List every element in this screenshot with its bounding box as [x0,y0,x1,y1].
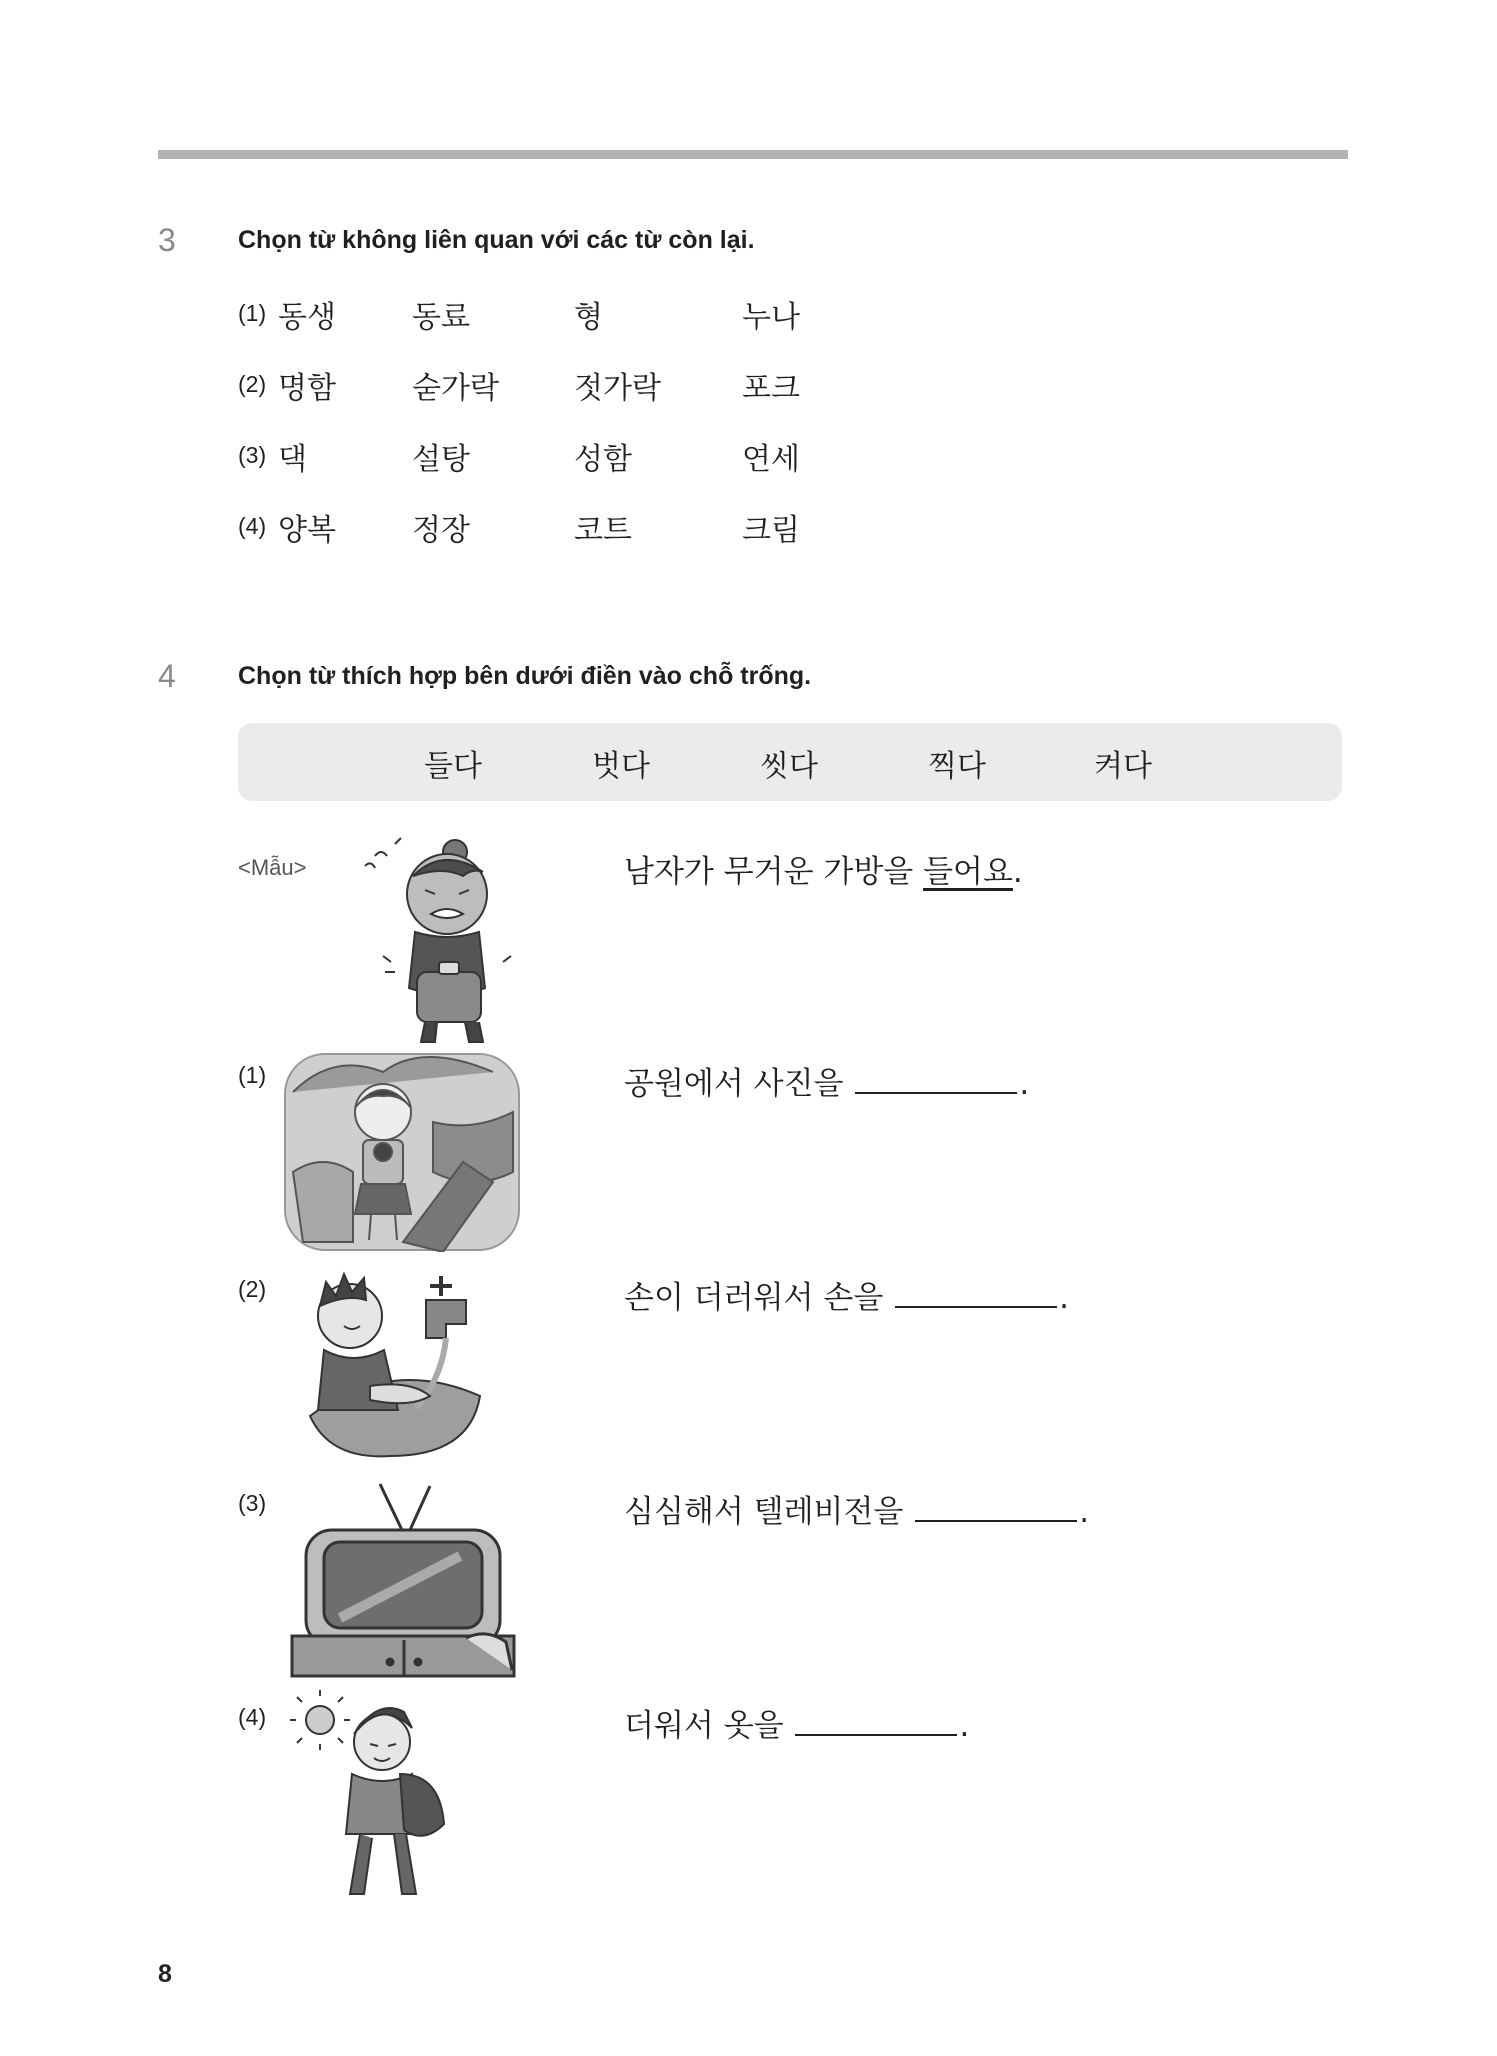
example-answer: 들어요 [923,854,1013,890]
q3-word: 정장 [412,513,470,548]
q3-word: 연세 [742,442,800,477]
question-4-number: 4 [158,658,176,694]
q3-row-1 [238,292,938,342]
girl-taking-photo-illustration [283,1052,521,1252]
item-2-sentence [624,1272,1069,1317]
question-3-title: Chọn từ không liên quan với các từ còn lại. [238,226,755,254]
item-1-number: (1) [238,1062,267,1088]
item-3-number: (3) [238,1490,267,1516]
q3-row-2 [238,363,938,413]
item-3-period: . [1079,1494,1090,1530]
item-4-sentence [624,1700,969,1745]
item-4-text: 더워서 옷을 [624,1708,794,1744]
top-rule [158,150,1348,159]
item-1-sentence [624,1058,1029,1103]
q3-row-number: (2) [238,371,267,397]
q3-word: 크림 [742,513,800,548]
q3-word: 숟가락 [412,371,499,406]
item-2-text: 손이 더러워서 손을 [624,1280,894,1316]
q3-word: 형 [574,300,603,335]
word-bank-item: 벗다 [592,749,650,784]
q3-row-3 [238,434,938,484]
question-4-title: Chọn từ thích hợp bên dưới điền vào chỗ trống. [238,662,812,690]
q3-word: 젓가락 [574,371,661,406]
item-4-number: (4) [238,1704,267,1730]
boy-washing-hands-illustration [300,1266,490,1466]
q3-word: 포크 [742,371,800,406]
example-sentence-end: . [1012,854,1023,890]
word-bank-item: 씻다 [760,749,818,784]
television-illustration [290,1478,516,1678]
word-bank-item: 들다 [424,749,482,784]
man-carrying-bag-illustration [355,832,525,1047]
answer-blank[interactable] [915,1490,1077,1522]
q3-word: 동생 [278,300,336,335]
q3-row-number: (1) [238,300,267,326]
answer-blank[interactable] [795,1704,957,1736]
example-label: <Mẫu> [238,855,307,880]
q3-word: 코트 [574,513,632,548]
q3-word: 성함 [574,442,632,477]
man-taking-off-jacket-illustration [290,1690,470,1900]
answer-blank[interactable] [855,1062,1017,1094]
item-2-number: (2) [238,1276,267,1302]
page-number: 8 [158,1960,172,1988]
item-4-period: . [959,1708,970,1744]
q3-word: 설탕 [412,442,470,477]
q3-word: 누나 [742,300,800,335]
q3-row-number: (3) [238,442,267,468]
item-1-period: . [1019,1066,1030,1102]
word-bank-item: 켜다 [1094,749,1152,784]
q3-word: 댁 [278,442,307,477]
answer-blank[interactable] [895,1276,1057,1308]
item-3-sentence [624,1486,1089,1531]
q3-word: 명함 [278,371,336,406]
word-bank-item: 찍다 [928,749,986,784]
item-2-period: . [1059,1280,1069,1316]
q3-word: 동료 [412,300,470,335]
example-sentence [624,846,1023,891]
item-3-text: 심심해서 텔레비전을 [624,1494,914,1530]
q3-word: 양복 [278,513,336,548]
q3-row-4 [238,505,938,555]
question-3-number: 3 [158,222,176,258]
item-1-text: 공원에서 사진을 [624,1066,854,1102]
q3-row-number: (4) [238,513,267,539]
word-bank [238,723,1342,801]
example-sentence-text: 남자가 무거운 가방을 [624,854,924,890]
